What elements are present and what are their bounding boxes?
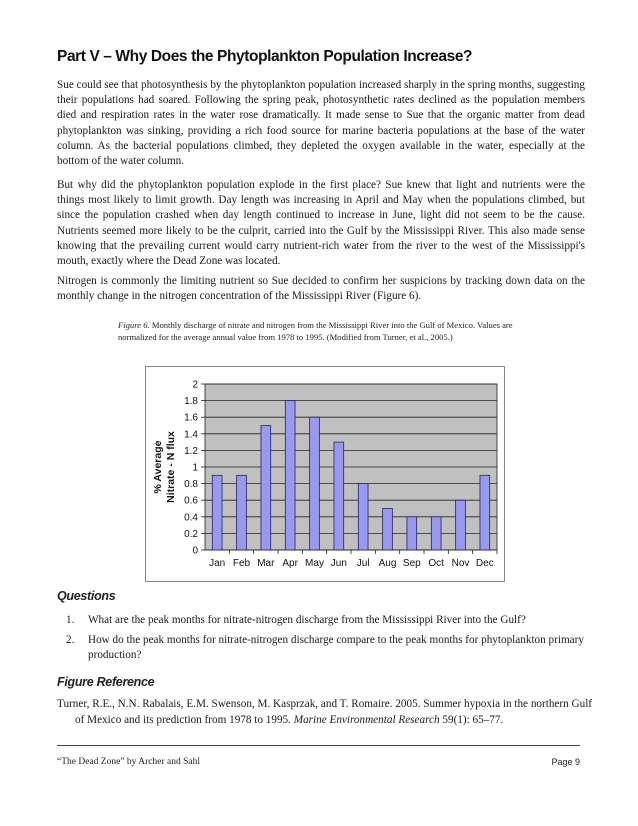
bar-sep xyxy=(407,517,417,550)
y-tick-label: 1 xyxy=(192,462,198,474)
x-tick-label: Sep xyxy=(402,558,421,569)
bar-aug xyxy=(383,509,393,551)
x-tick-label: Apr xyxy=(282,558,298,569)
x-tick-label: Aug xyxy=(378,558,397,569)
x-tick-label: Dec xyxy=(475,558,494,569)
bar-dec xyxy=(480,475,490,550)
figure-caption xyxy=(118,319,518,343)
footer-title: “The Dead Zone” by Archer and Sahl xyxy=(57,757,200,767)
y-axis-label: % Average xyxy=(152,440,164,494)
x-tick-label: Jan xyxy=(209,558,226,569)
figure-reference-heading: Figure Reference xyxy=(57,675,155,689)
footer-divider xyxy=(57,745,580,746)
y-tick-label: 0.2 xyxy=(184,528,198,540)
nitrate-flux-chart xyxy=(145,366,505,582)
page-number: Page 9 xyxy=(551,757,580,767)
question-number: 1. xyxy=(66,614,75,626)
question-item xyxy=(66,613,586,628)
question-item xyxy=(66,633,586,663)
questions-list xyxy=(66,613,586,669)
x-tick-label: Nov xyxy=(451,558,470,569)
figure-caption-text: Monthly discharge of nitrate and nitrogen from the Mississippi River into the Gulf of Mexico. Values are normalized for the average annual value from 1978 to 1995. (Modified from Turner, et al., 2005.) xyxy=(118,320,513,342)
y-tick-label: 0.4 xyxy=(184,512,198,524)
bar-jun xyxy=(334,442,344,550)
question-text: What are the peak months for nitrate-nitrogen discharge from the Mississippi River into the Gulf? xyxy=(88,614,526,626)
questions-heading: Questions xyxy=(57,589,116,603)
bar-jul xyxy=(358,484,368,550)
bar-feb xyxy=(237,475,247,550)
y-tick-label: 1.8 xyxy=(184,396,198,408)
question-text: How do the peak months for nitrate-nitrogen discharge compare to the peak months for phytoplankton primary production? xyxy=(88,634,584,662)
bar-mar xyxy=(261,426,271,551)
x-tick-label: Oct xyxy=(428,558,444,569)
y-tick-label: 1.6 xyxy=(184,412,198,424)
bar-may xyxy=(310,417,320,550)
reference-journal: Marine Environmental Research xyxy=(293,713,440,726)
x-tick-label: Feb xyxy=(232,558,251,569)
figure-reference xyxy=(57,697,603,728)
paragraph-nitrogen: Nitrogen is commonly the limiting nutrient so Sue decided to confirm her suspicions by tracking down data on the monthly change in the nitrogen concentration of the Mississippi River (Figure 6). xyxy=(57,275,585,303)
paragraph-growth-limits: But why did the phytoplankton population explode in the first place? Sue knew that light and nutrients were the things most likely to limit growth. Day length was increasing in April and May when the populations climbed, but since the population crashed when day length continued to increase in June, light did not seem to be the cause. Nutrients seemed more likely to be the culprit, carried into the Gulf by the Mississippi River. This also made sense knowing that the prevailing current would carry nutrient-rich water from the river to the west of the Mississippi's mouth, exactly where the Dead Zone was located. xyxy=(57,179,585,268)
x-tick-label: May xyxy=(305,558,324,569)
bar-apr xyxy=(285,401,295,550)
part-title: Part V – Why Does the Phytoplankton Population Increase? xyxy=(57,48,473,65)
x-tick-label: Jun xyxy=(330,558,347,569)
bar-oct xyxy=(431,517,441,550)
x-tick-label: Mar xyxy=(257,558,275,569)
y-tick-label: 1.4 xyxy=(184,429,198,441)
y-tick-label: 0 xyxy=(192,545,198,557)
y-tick-label: 2 xyxy=(192,379,198,391)
chart-svg xyxy=(145,366,505,582)
bar-jan xyxy=(212,475,222,550)
y-tick-label: 0.6 xyxy=(184,495,198,507)
y-tick-label: 1.2 xyxy=(184,445,198,457)
y-tick-label: 0.8 xyxy=(184,479,198,491)
question-number: 2. xyxy=(66,634,75,647)
y-axis-label-units: Nitrate - N flux xyxy=(165,431,177,503)
figure-caption-label: Figure 6. xyxy=(118,320,150,330)
x-tick-label: Jul xyxy=(356,558,370,569)
bar-nov xyxy=(456,500,466,550)
reference-volume: 59(1): 65–77. xyxy=(439,713,504,726)
paragraph-photosynthesis: Sue could see that photosynthesis by the phytoplankton population increased sharply in the spring months, suggesting their populations had soared. Following the spring peak, photosynthetic rates declined as the population members died and respiration rates in the water rose dramatically. It made sense to Sue that the organic matter from dead phytoplankton was sinking, providing a rich food source for marine bacteria populations at the base of the water column. As the bacterial populations climbed, they depleted the oxygen available in the water, especially at the bottom of the water column. xyxy=(57,79,585,168)
reference-authors: Turner, R.E., N.N. Rabalais, E.M. Swenson, M. Kasprzak, and T. Romaire. 2005. Summer hypoxia in the northern Gulf of Mexico and its prediction from 1978 to 1995. xyxy=(57,698,593,726)
